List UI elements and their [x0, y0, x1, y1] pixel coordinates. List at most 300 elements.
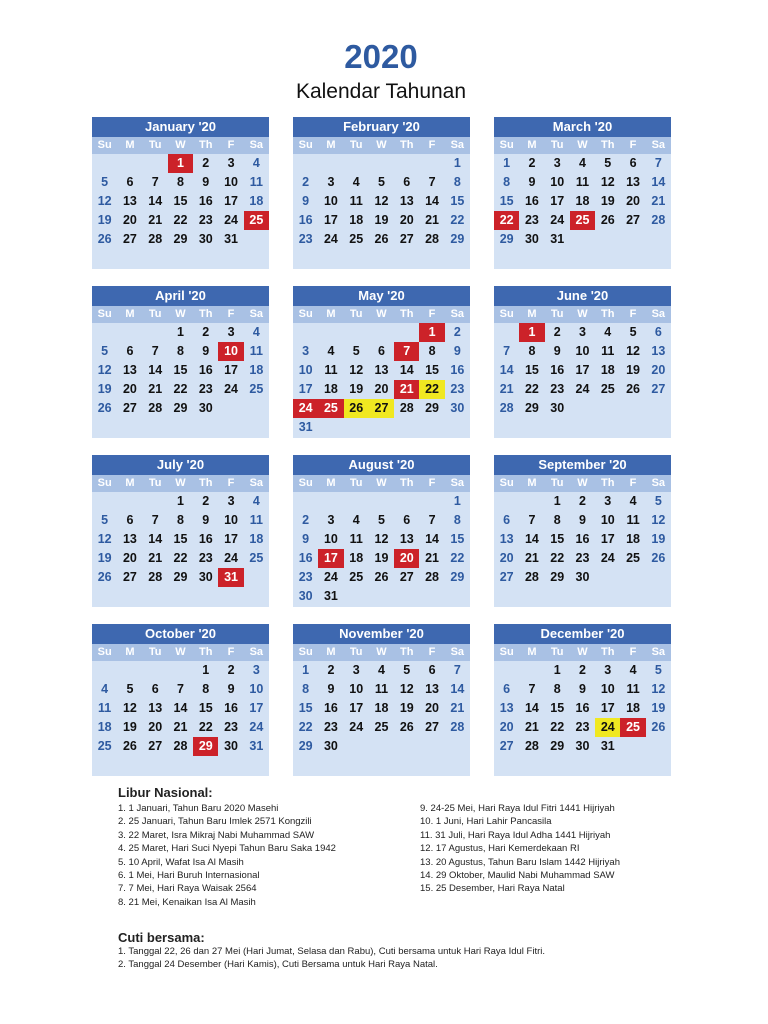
day-cell: 19 [374, 213, 389, 227]
day-cell: 24 [349, 720, 364, 734]
day-grid [92, 661, 269, 756]
day-cell: 17 [224, 363, 239, 377]
day-cell: 13 [651, 344, 666, 358]
month-title: March '20 [494, 117, 671, 137]
day-cell: 16 [550, 363, 565, 377]
empty-day-cell [419, 154, 444, 173]
day-cell: 23 [575, 720, 590, 734]
day-cell: 12 [600, 175, 615, 189]
weekday-label: M [326, 139, 336, 151]
day-cell: 7 [654, 156, 662, 170]
holiday-item: 2. 25 Januari, Tahun Baru Imlek 2571 Kongzili [118, 816, 312, 828]
holiday-item: 6. 1 Mei, Hari Buruh Internasional [118, 870, 260, 882]
empty-day-cell [344, 154, 369, 173]
weekday-label: Su [298, 477, 313, 489]
day-cell: 7 [394, 342, 419, 361]
day-cell: 1 [503, 156, 511, 170]
day-cell: 10 [575, 344, 590, 358]
empty-day-cell [92, 154, 117, 173]
day-cell: 11 [249, 513, 263, 527]
weekday-label: Sa [249, 477, 264, 489]
day-cell: 10 [249, 682, 264, 696]
day-cell: 19 [399, 701, 414, 715]
day-cell: 28 [499, 401, 514, 415]
weekday-label: W [175, 646, 186, 658]
day-cell: 19 [122, 720, 137, 734]
day-cell: 7 [528, 682, 536, 696]
day-cell: 13 [425, 682, 440, 696]
weekday-label: W [577, 646, 588, 658]
day-cell: 4 [604, 325, 612, 339]
day-cell: 4 [352, 513, 360, 527]
day-cell: 3 [227, 325, 235, 339]
day-cell: 11 [626, 513, 640, 527]
day-cell: 20 [425, 701, 440, 715]
day-cell: 7 [151, 513, 159, 527]
day-cell: 25 [244, 211, 269, 230]
day-cell: 21 [524, 720, 539, 734]
day-cell: 26 [97, 401, 112, 415]
day-cell: 10 [224, 513, 239, 527]
empty-day-cell [293, 492, 318, 511]
day-cell: 12 [122, 701, 137, 715]
day-cell: 30 [198, 232, 213, 246]
day-cell: 8 [528, 344, 536, 358]
weekday-label: M [125, 646, 135, 658]
day-cell: 9 [528, 175, 536, 189]
day-cell: 29 [550, 570, 565, 584]
weekday-label: Su [499, 308, 514, 320]
day-cell: 2 [553, 325, 561, 339]
weekday-header [293, 306, 470, 323]
day-cell: 25 [620, 718, 645, 737]
day-cell: 19 [97, 382, 112, 396]
empty-day-cell [369, 323, 394, 342]
day-cell: 13 [148, 701, 163, 715]
day-cell: 24 [224, 213, 239, 227]
day-cell: 18 [349, 213, 364, 227]
weekday-label: Su [97, 308, 112, 320]
empty-day-cell [494, 661, 519, 680]
day-cell: 11 [249, 175, 263, 189]
day-cell: 22 [298, 720, 313, 734]
weekday-label: Tu [148, 139, 162, 151]
day-cell: 27 [499, 570, 514, 584]
day-cell: 28 [524, 570, 539, 584]
weekday-label: W [376, 477, 387, 489]
day-cell: 9 [302, 194, 310, 208]
day-cell: 30 [450, 401, 465, 415]
weekday-label: F [428, 646, 436, 658]
day-cell: 8 [553, 682, 561, 696]
weekday-label: Sa [249, 308, 264, 320]
weekday-label: M [527, 477, 537, 489]
day-cell: 15 [550, 701, 565, 715]
weekday-label: Th [400, 646, 414, 658]
day-cell: 15 [450, 194, 465, 208]
day-cell: 22 [173, 382, 188, 396]
day-cell: 28 [450, 720, 465, 734]
day-cell: 20 [394, 549, 419, 568]
day-cell: 16 [524, 194, 539, 208]
day-cell: 13 [122, 194, 137, 208]
day-cell: 13 [626, 175, 641, 189]
month-title: April '20 [92, 286, 269, 306]
day-cell: 5 [629, 325, 637, 339]
weekday-label: Th [601, 646, 615, 658]
holiday-item: 10. 1 Juni, Hari Lahir Pancasila [420, 816, 552, 828]
empty-day-cell [92, 661, 117, 680]
day-cell: 29 [173, 570, 188, 584]
month-calendar [92, 455, 269, 607]
day-cell: 10 [323, 194, 338, 208]
day-cell: 14 [148, 194, 163, 208]
day-cell: 2 [227, 663, 235, 677]
day-cell: 19 [349, 382, 364, 396]
day-cell: 14 [425, 194, 440, 208]
day-cell: 2 [302, 513, 310, 527]
day-cell: 8 [302, 682, 310, 696]
day-cell: 3 [327, 175, 335, 189]
day-grid [293, 492, 470, 606]
empty-day-cell [394, 154, 419, 173]
weekday-label: Th [199, 646, 213, 658]
day-cell: 17 [550, 194, 565, 208]
weekday-label: M [326, 477, 336, 489]
month-title: November '20 [293, 624, 470, 644]
day-cell: 3 [352, 663, 360, 677]
weekday-label: F [428, 139, 436, 151]
day-cell: 3 [579, 325, 586, 339]
weekday-label: F [629, 308, 637, 320]
day-cell: 1 [419, 323, 444, 342]
cuti-item: 1. Tanggal 22, 26 dan 27 Mei (Hari Jumat, Selasa dan Rabu), Cuti bersama untuk Hari Raya Idul Fitri. [118, 946, 546, 957]
day-grid [494, 661, 671, 756]
weekday-label: F [227, 646, 235, 658]
empty-day-cell [117, 323, 142, 342]
day-cell: 9 [453, 344, 461, 358]
weekday-header [494, 306, 671, 323]
day-cell: 12 [374, 532, 389, 546]
day-cell: 21 [148, 382, 163, 396]
day-cell: 27 [122, 570, 137, 584]
month-title: May '20 [293, 286, 470, 306]
holiday-item: 5. 10 April, Wafat Isa Al Masih [118, 856, 244, 868]
weekday-label: Su [97, 477, 112, 489]
weekday-label: W [577, 308, 588, 320]
day-cell: 24 [550, 213, 565, 227]
day-cell: 20 [399, 213, 414, 227]
day-cell: 16 [298, 551, 313, 565]
month-calendar [293, 286, 470, 438]
day-cell: 16 [575, 701, 590, 715]
day-cell: 19 [600, 194, 615, 208]
day-cell: 24 [323, 570, 338, 584]
day-cell: 29 [450, 570, 465, 584]
day-cell: 24 [575, 382, 590, 396]
day-cell: 4 [252, 494, 260, 508]
weekday-header [494, 644, 671, 661]
day-cell: 5 [403, 663, 411, 677]
day-cell: 30 [198, 401, 213, 415]
cuti-bersama-heading: Cuti bersama: [118, 930, 205, 945]
holiday-item: 7. 7 Mei, Hari Raya Waisak 2564 [118, 883, 257, 895]
day-cell: 20 [651, 363, 666, 377]
day-cell: 29 [450, 232, 465, 246]
day-cell: 14 [450, 682, 465, 696]
weekday-label: Sa [249, 139, 264, 151]
day-cell: 6 [503, 682, 511, 696]
weekday-label: Sa [651, 139, 666, 151]
day-cell: 27 [122, 401, 137, 415]
day-cell: 2 [453, 325, 461, 339]
notes-section [118, 785, 678, 972]
month-title: August '20 [293, 455, 470, 475]
day-cell: 12 [626, 344, 641, 358]
day-cell: 7 [151, 175, 159, 189]
holiday-item: 11. 31 Juli, Hari Raya Idul Adha 1441 Hijriyah [420, 829, 611, 841]
day-cell: 28 [399, 401, 414, 415]
day-cell: 30 [298, 589, 313, 603]
day-cell: 26 [399, 720, 414, 734]
day-cell: 30 [323, 739, 338, 753]
empty-day-cell [344, 492, 369, 511]
day-cell: 26 [600, 213, 615, 227]
day-cell: 9 [202, 175, 210, 189]
day-cell: 1 [453, 494, 461, 508]
weekday-label: Th [199, 139, 213, 151]
weekday-label: Th [199, 477, 213, 489]
day-cell: 20 [499, 551, 514, 565]
day-cell: 5 [654, 663, 662, 677]
empty-day-cell [92, 492, 117, 511]
day-cell: 22 [419, 380, 444, 399]
day-cell: 10 [349, 682, 364, 696]
weekday-label: Su [499, 139, 514, 151]
weekday-header [494, 475, 671, 492]
holiday-item: 4. 25 Maret, Hari Suci Nyepi Tahun Baru Saka 1942 [118, 843, 336, 855]
day-grid [92, 492, 269, 587]
day-grid [92, 323, 269, 418]
weekday-label: W [376, 308, 387, 320]
weekday-label: W [175, 477, 186, 489]
day-cell: 17 [323, 213, 338, 227]
day-cell: 30 [224, 739, 239, 753]
day-cell: 15 [550, 532, 565, 546]
day-cell: 25 [600, 382, 615, 396]
weekday-label: Su [499, 477, 514, 489]
weekday-label: W [577, 139, 588, 151]
day-grid [494, 154, 671, 249]
weekday-label: Tu [349, 139, 363, 151]
weekday-header [92, 137, 269, 154]
day-cell: 5 [378, 175, 385, 189]
day-cell: 7 [453, 663, 461, 677]
weekday-label: Tu [550, 646, 564, 658]
weekday-label: W [175, 139, 186, 151]
weekday-label: Tu [148, 477, 162, 489]
day-cell: 21 [425, 551, 440, 565]
day-cell: 24 [249, 720, 264, 734]
day-cell: 3 [252, 663, 260, 677]
libur-nasional-heading: Libur Nasional: [118, 785, 213, 800]
weekday-label: F [428, 308, 436, 320]
day-cell: 23 [524, 213, 539, 227]
day-cell: 14 [399, 363, 414, 377]
day-cell: 3 [604, 663, 612, 677]
day-cell: 22 [524, 382, 539, 396]
day-cell: 13 [499, 701, 514, 715]
day-cell: 31 [600, 739, 615, 753]
day-cell: 26 [374, 232, 389, 246]
day-cell: 13 [374, 363, 389, 377]
day-cell: 7 [428, 513, 436, 527]
day-cell: 24 [600, 551, 615, 565]
day-cell: 25 [349, 570, 364, 584]
day-cell: 17 [600, 701, 615, 715]
day-cell: 5 [101, 344, 109, 358]
day-cell: 17 [224, 194, 239, 208]
day-cell: 29 [425, 401, 440, 415]
month-title: October '20 [92, 624, 269, 644]
day-cell: 13 [499, 532, 514, 546]
day-cell: 31 [218, 568, 243, 587]
day-cell: 22 [198, 720, 213, 734]
day-cell: 9 [202, 344, 210, 358]
day-cell: 25 [249, 382, 264, 396]
day-cell: 4 [352, 175, 360, 189]
weekday-label: Th [601, 308, 615, 320]
day-cell: 11 [249, 344, 263, 358]
day-cell: 18 [249, 363, 264, 377]
day-cell: 14 [651, 175, 666, 189]
day-cell: 6 [403, 175, 411, 189]
day-cell: 6 [126, 344, 134, 358]
weekday-label: Th [199, 308, 213, 320]
weekday-label: Tu [349, 477, 363, 489]
weekday-header [293, 644, 470, 661]
day-cell: 3 [604, 494, 612, 508]
empty-day-cell [519, 492, 544, 511]
weekday-label: Sa [249, 646, 264, 658]
day-cell: 3 [227, 156, 235, 170]
page-subtitle: Kalendar Tahunan [295, 80, 467, 103]
day-cell: 22 [450, 551, 465, 565]
day-cell: 12 [97, 363, 112, 377]
weekday-label: W [376, 646, 387, 658]
day-cell: 11 [575, 175, 590, 189]
day-cell: 10 [550, 175, 565, 189]
month-title: July '20 [92, 455, 269, 475]
day-cell: 11 [98, 701, 112, 715]
day-cell: 21 [651, 194, 666, 208]
day-cell: 12 [97, 194, 112, 208]
day-cell: 5 [101, 175, 109, 189]
day-cell: 8 [453, 513, 461, 527]
weekday-header [293, 475, 470, 492]
day-cell: 1 [553, 494, 561, 508]
day-cell: 2 [302, 175, 310, 189]
day-cell: 28 [425, 232, 440, 246]
day-cell: 26 [626, 382, 641, 396]
cuti-item: 2. Tanggal 24 Desember (Hari Kamis), Cuti Bersama untuk Hari Raya Natal. [118, 959, 438, 971]
weekday-label: F [227, 477, 235, 489]
day-cell: 2 [579, 494, 586, 508]
day-cell: 31 [298, 420, 313, 434]
weekday-label: Sa [450, 308, 465, 320]
weekday-label: F [629, 477, 637, 489]
weekday-label: M [125, 308, 135, 320]
day-cell: 27 [425, 720, 440, 734]
day-cell: 2 [202, 494, 210, 508]
day-cell: 12 [97, 532, 112, 546]
empty-day-cell [369, 154, 394, 173]
day-cell: 5 [126, 682, 134, 696]
day-cell: 12 [374, 194, 389, 208]
day-cell: 27 [651, 382, 666, 396]
day-cell: 4 [252, 156, 260, 170]
weekday-label: Sa [651, 646, 666, 658]
day-cell: 18 [249, 194, 264, 208]
day-cell: 3 [553, 156, 561, 170]
day-cell: 7 [528, 513, 536, 527]
day-cell: 4 [378, 663, 385, 677]
weekday-label: Su [298, 139, 313, 151]
day-cell: 30 [524, 232, 539, 246]
holiday-item: 14. 29 Oktober, Maulid Nabi Muhammad SAW [420, 870, 615, 882]
empty-day-cell [143, 323, 168, 342]
day-cell: 23 [323, 720, 338, 734]
day-cell: 27 [626, 213, 641, 227]
weekday-label: F [629, 139, 637, 151]
day-cell: 6 [126, 175, 134, 189]
day-cell: 6 [629, 156, 637, 170]
day-cell: 16 [450, 363, 465, 377]
day-cell: 21 [499, 382, 514, 396]
day-cell: 26 [344, 399, 369, 418]
day-cell: 25 [349, 232, 364, 246]
day-cell: 22 [450, 213, 465, 227]
day-cell: 29 [298, 739, 313, 753]
empty-day-cell [143, 154, 168, 173]
day-cell: 4 [579, 156, 586, 170]
day-cell: 9 [227, 682, 235, 696]
day-cell: 29 [524, 401, 539, 415]
day-cell: 12 [651, 513, 666, 527]
day-cell: 2 [528, 156, 536, 170]
day-cell: 14 [148, 363, 163, 377]
day-cell: 20 [122, 382, 137, 396]
month-calendar [92, 286, 269, 438]
day-cell: 30 [575, 739, 590, 753]
day-cell: 10 [323, 532, 338, 546]
day-cell: 15 [425, 363, 440, 377]
weekday-label: M [125, 477, 135, 489]
day-cell: 12 [349, 363, 364, 377]
day-cell: 18 [323, 382, 338, 396]
day-cell: 4 [629, 663, 637, 677]
day-cell: 23 [198, 551, 213, 565]
empty-day-cell [117, 154, 142, 173]
day-cell: 27 [399, 570, 414, 584]
day-cell: 14 [524, 532, 539, 546]
day-cell: 7 [503, 344, 511, 358]
day-cell: 9 [579, 682, 586, 696]
day-cell: 28 [148, 570, 163, 584]
day-cell: 1 [453, 156, 461, 170]
day-cell: 15 [198, 701, 213, 715]
day-cell: 1 [202, 663, 210, 677]
